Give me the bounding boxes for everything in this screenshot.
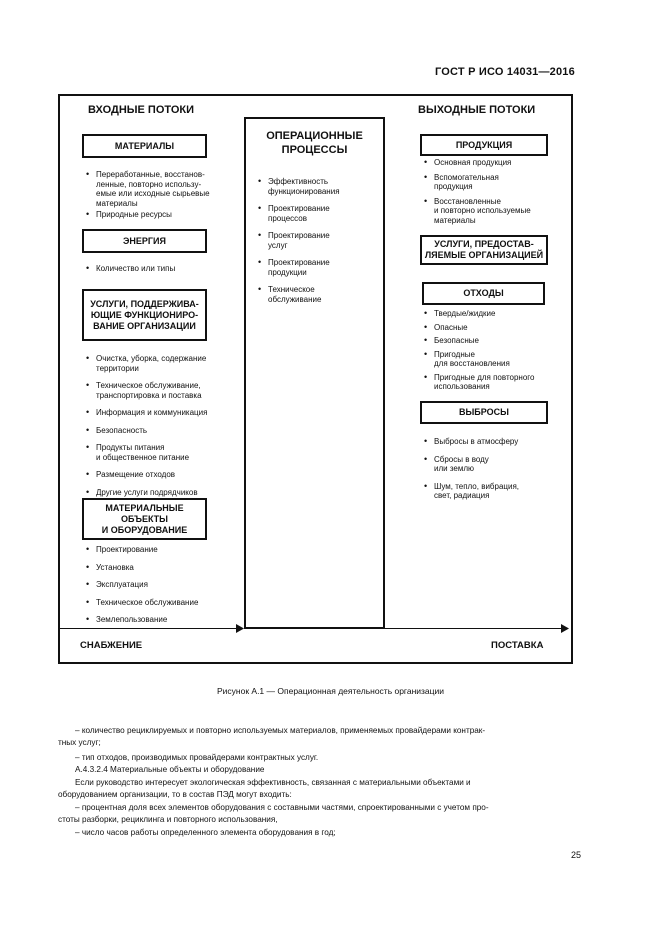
emissions-list [422,437,567,501]
waste-list [422,309,567,392]
energy-list [84,264,229,274]
list-item: • Безопасные [422,336,567,346]
energy-box: ЭНЕРГИЯ [82,229,207,253]
operational-processes-box [244,117,385,629]
supporting-services-box: УСЛУГИ, ПОДДЕРЖИВА- ЮЩИЕ ФУНКЦИОНИРО- ВАНИЕ ОРГАНИЗАЦИИ [82,289,207,341]
list-item: • Пригодные для повторного использования [422,373,567,392]
list-item: • Шум, тепло, вибрация, свет, радиация [422,482,567,501]
supporting-services-list [84,354,234,497]
waste-box: ОТХОДЫ [422,282,545,305]
materials-box: МАТЕРИАЛЫ [82,134,207,158]
supply-arrow-line [60,628,238,629]
list-item: • Основная продукция [422,158,562,168]
list-item: • Безопасность [84,426,234,436]
document-header: ГОСТ Р ИСО 14031—2016 [435,66,575,78]
physical-facilities-list [84,545,229,625]
list-item: • Проектирование процессов [256,204,381,223]
paragraph-2: – тип отходов, производимых провайдерами контрактных услуг. [75,753,319,762]
list-item: • Проектирование продукции [256,258,381,277]
list-item: • Опасные [422,323,567,333]
list-item: • Землепользование [84,615,229,625]
paragraph-5b: стоты разборки, рециклинга и повторного использования, [58,815,278,824]
list-item: • Пригодные для восстановления [422,350,567,369]
list-item: • Сбросы в воду или землю [422,455,567,474]
paragraph-4b: оборудованием организации, то в состав ПЭД могут входить: [58,790,292,799]
physical-facilities-box: МАТЕРИАЛЬНЫЕ ОБЪЕКТЫ И ОБОРУДОВАНИЕ [82,498,207,540]
list-item: • Установка [84,563,229,573]
list-item: • Выбросы в атмосферу [422,437,567,447]
list-item: • Проектирование услуг [256,231,381,250]
list-item: • Техническое обслуживание [256,285,381,304]
list-item: • Размещение отходов [84,470,234,480]
supply-arrow-icon [236,624,245,633]
paragraph-4a: Если руководство интересует экологическая эффективность, связанная с материальными объектами и [75,778,471,787]
materials-list [84,170,229,220]
list-item: • Продукты питания и общественное питание [84,443,234,462]
list-item: • Проектирование [84,545,229,555]
list-item: • Вспомогательная продукция [422,173,562,192]
figure-caption: Рисунок А.1 — Операционная деятельность организации [216,686,445,696]
list-item: • Эксплуатация [84,580,229,590]
inputs-heading: ВХОДНЫЕ ПОТОКИ [88,104,195,116]
list-item: • Техническое обслуживание, транспортировка и поставка [84,381,234,400]
paragraph-6: – число часов работы определенного элемента оборудования в год; [75,828,336,837]
section-heading: А.4.3.2.4 Материальные объекты и оборудование [75,765,265,774]
products-box: ПРОДУКЦИЯ [420,134,548,156]
list-item: • Восстановленные и повторно используемые материалы [422,197,562,226]
paragraph-5a: – процентная доля всех элементов оборудования с составными частями, спроектированными с учетом про- [75,803,489,812]
center-list [256,177,381,304]
emissions-box: ВЫБРОСЫ [420,401,548,424]
provided-services-box: УСЛУГИ, ПРЕДОСТАВ- ЛЯЕМЫЕ ОРГАНИЗАЦИЕЙ [420,235,548,265]
paragraph-1b: тных услуг; [58,738,101,747]
delivery-arrow-line [385,628,563,629]
center-title: ОПЕРАЦИОННЫЕ ПРОЦЕССЫ [266,130,363,156]
page-number: 25 [571,850,582,860]
list-item: • Природные ресурсы [84,210,229,220]
products-list [422,158,562,225]
delivery-label: ПОСТАВКА [491,640,544,651]
list-item: • Количество или типы [84,264,229,274]
list-item: • Переработанные, восстанов- ленные, повторно использу- емые или исходные сырьевые материалы [84,170,229,208]
list-item: • Информация и коммуникация [84,408,234,418]
list-item: • Техническое обслуживание [84,598,229,608]
list-item: • Очистка, уборка, содержание территории [84,354,234,373]
outputs-heading: ВЫХОДНЫЕ ПОТОКИ [418,104,536,116]
list-item: • Другие услуги подрядчиков [84,488,234,498]
supply-label: СНАБЖЕНИЕ [80,640,143,651]
list-item: • Эффективность функционирования [256,177,381,196]
paragraph-1a: – количество рециклируемых и повторно используемых материалов, применяемых провайдерами контрак- [75,726,486,735]
delivery-arrow-icon [561,624,570,633]
list-item: • Твердые/жидкие [422,309,567,319]
